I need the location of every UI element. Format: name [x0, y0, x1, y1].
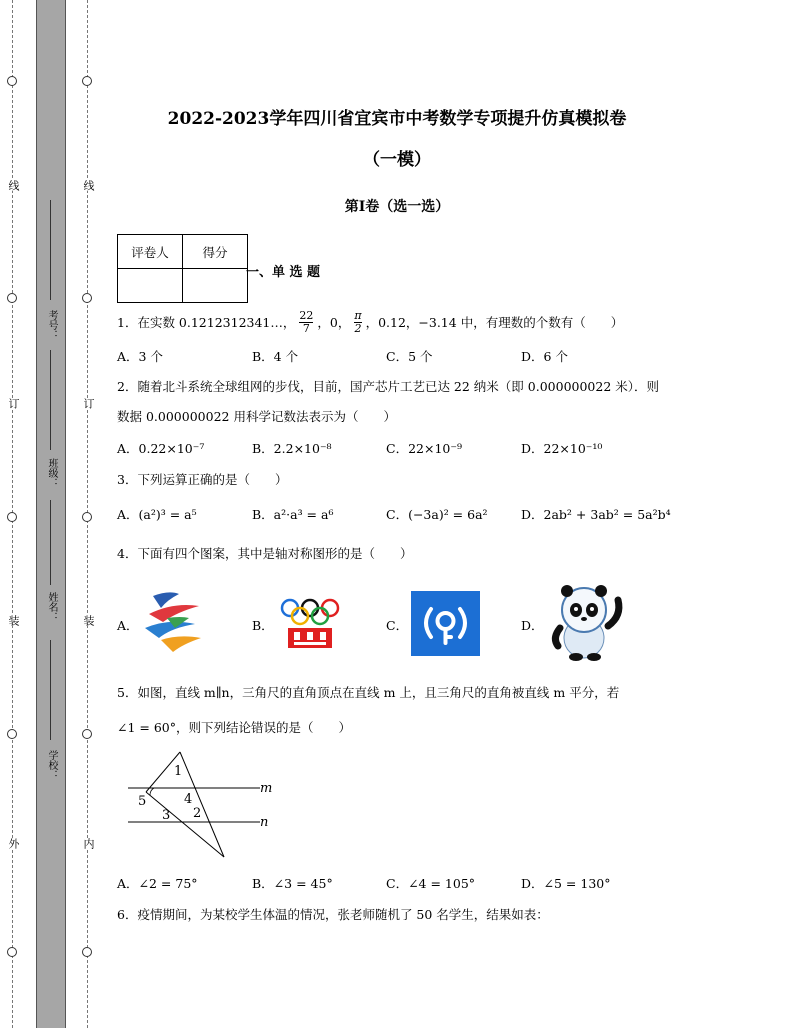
q4-label-c: C．: [386, 618, 409, 633]
question-5-line-2: ∠1 = 60°，则下列结论错误的是（ ）: [117, 720, 352, 735]
q1-fraction-pi-2: $\frac{\pi}{2}$: [354, 308, 362, 335]
score-table-header-grader: 评卷人: [118, 235, 183, 269]
field-line[interactable]: [50, 350, 51, 450]
q3-option-b[interactable]: B．a²·a³ = a⁶: [252, 507, 334, 522]
q1-option-c[interactable]: C．5 个: [386, 349, 433, 364]
q3-option-d[interactable]: D．2ab² + 3ab² = 5a²b⁴: [521, 507, 671, 522]
field-label-exam-number: 考号：: [46, 310, 57, 340]
field-label-class: 班级：: [46, 458, 57, 488]
olympic-rings-emblem-icon[interactable]: [278, 596, 342, 652]
q1-option-b[interactable]: B．4 个: [252, 349, 299, 364]
score-table-cell-grader[interactable]: [118, 269, 183, 303]
section-title: 一、单 选 题: [246, 265, 321, 280]
q4-label-a: A．: [117, 618, 139, 633]
part-title: 第I卷（选一选）: [344, 199, 450, 215]
hole-circle: [82, 947, 92, 957]
margin-char-zhuang: 装: [82, 615, 95, 626]
question-3: 3．下列运算正确的是（ ）: [117, 472, 288, 487]
angle-label-2: 2: [193, 806, 202, 821]
line-label-m: m: [260, 781, 273, 796]
score-table-cell-score[interactable]: [183, 269, 248, 303]
hole-circle: [7, 729, 17, 739]
margin-char-nei: 内: [82, 838, 95, 849]
line-label-n: n: [260, 815, 269, 830]
q3-option-c[interactable]: C．(−3a)² = 6a²: [386, 507, 488, 522]
q5-geometry-figure: [120, 746, 280, 862]
field-label-school: 学校：: [46, 750, 57, 780]
hole-circle: [82, 76, 92, 86]
question-1: [117, 304, 623, 340]
wifi-key-logo-icon[interactable]: [411, 591, 480, 656]
angle-label-5: 5: [138, 794, 147, 809]
score-table-header-score: 得分: [183, 235, 248, 269]
field-line[interactable]: [50, 640, 51, 740]
q2-option-d[interactable]: D．22×10⁻¹⁰: [521, 441, 603, 456]
hole-circle: [7, 76, 17, 86]
angle-label-1: 1: [174, 764, 183, 779]
document-subtitle: （一模）: [363, 150, 431, 170]
question-2-line-1: 2．随着北斗系统全球组网的步伐，目前，国产芯片工艺已达 22 纳米（即 0.000000022 米）．则: [117, 379, 660, 394]
document-title: 2022-2023学年四川省宜宾市中考数学专项提升仿真模拟卷: [167, 109, 627, 129]
q1-text-mid: ，0，: [317, 315, 351, 330]
field-label-name: 姓名：: [46, 592, 57, 622]
question-5-line-1: 5．如图，直线 m∥n，三角尺的直角顶点在直线 m 上，且三角尺的直角被直线 m 平分，若: [117, 685, 620, 700]
beijing-2022-emblem-icon[interactable]: [139, 588, 209, 654]
hole-circle: [82, 293, 92, 303]
field-line[interactable]: [50, 500, 51, 585]
score-table: [117, 234, 248, 303]
q1-text-pre: 1．在实数 0.1212312341…，: [117, 315, 296, 330]
question-6: 6．疫情期间，为某校学生体温的情况，张老师随机了 50 名学生，结果如表：: [117, 907, 549, 922]
margin-char-xian: 线: [82, 180, 95, 191]
q5-option-b[interactable]: B．∠3 = 45°: [252, 876, 333, 891]
bing-dwen-dwen-mascot-icon[interactable]: [544, 582, 628, 662]
q4-label-b: B．: [252, 618, 274, 633]
q1-fraction-22-7: $\frac{22}{7}$: [299, 308, 314, 335]
margin-char-xian: 线: [7, 180, 20, 191]
hole-circle: [82, 512, 92, 522]
question-4: 4．下面有四个图案，其中是轴对称图形的是（ ）: [117, 546, 413, 561]
q5-option-c[interactable]: C．∠4 = 105°: [386, 876, 476, 891]
q1-option-a[interactable]: A．3 个: [117, 349, 163, 364]
question-2-line-2: 数据 0.000000022 用科学记数法表示为（ ）: [117, 409, 396, 424]
q5-option-d[interactable]: D．∠5 = 130°: [521, 876, 611, 891]
angle-label-4: 4: [184, 792, 193, 807]
q5-option-a[interactable]: A．∠2 = 75°: [117, 876, 198, 891]
margin-char-ding: 订: [7, 398, 20, 409]
margin-char-zhuang: 装: [7, 615, 20, 626]
q4-label-d: D．: [521, 618, 544, 633]
angle-label-3: 3: [162, 808, 171, 823]
q3-option-a[interactable]: A．(a²)³ = a⁵: [117, 507, 197, 522]
q2-option-c[interactable]: C．22×10⁻⁹: [386, 441, 462, 456]
hole-circle: [7, 512, 17, 522]
q1-option-d[interactable]: D．6 个: [521, 349, 568, 364]
q2-option-b[interactable]: B．2.2×10⁻⁸: [252, 441, 332, 456]
margin-char-wai: 外: [7, 838, 20, 849]
q1-text-post: ，0.12，−3.14 中，有理数的个数有（ ）: [365, 315, 624, 330]
hole-circle: [82, 729, 92, 739]
hole-circle: [7, 293, 17, 303]
hole-circle: [7, 947, 17, 957]
margin-char-ding: 订: [82, 398, 95, 409]
q2-option-a[interactable]: A．0.22×10⁻⁷: [117, 441, 205, 456]
